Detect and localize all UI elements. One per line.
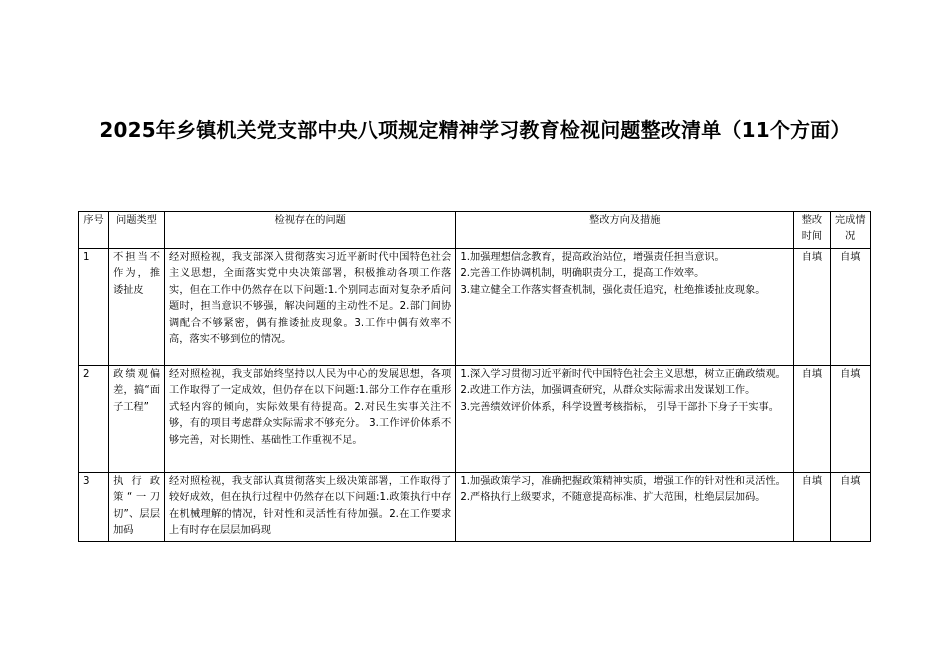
measure-item: 3.建立健全工作落实督查机制，强化责任追究，杜绝推诿扯皮现象。 (460, 284, 766, 296)
measure-item: 1.深入学习贯彻习近平新时代中国特色社会主义思想，树立正确政绩观。 (460, 369, 786, 380)
row-issue: 经对照检视，我支部认真贯彻落实上级决策部署，工作取得了较好成效，但在执行过程中仍然存在以下问题:1.政策执行中存在机械理解的情况，针对性和灵活性有待加强。2.在工作要求上有时存在层层加码现 (165, 473, 456, 542)
measure-item: 2.严格执行上级要求，不随意提高标准、扩大范围，杜绝层层加码。 (460, 492, 766, 504)
row-type: 政绩观偏差，搞“面子工程” (109, 366, 165, 473)
row-issue: 经对照检视，我支部始终坚持以人民为中心的发展思想，各项工作取得了一定成效，但仍存在以下问题:1.部分工作存在重形式轻内容的倾向，实际效果有待提高。2.对民生实事关注不够，有的项目考虑群众实际需求不够充分。 3.工作评价体系不够完善，对长期性、基础性工作重视不足。 (165, 366, 456, 473)
table-header-row (79, 212, 871, 249)
measure-item: 1.加强政策学习，准确把握政策精神实质，增强工作的针对性和灵活性。 (460, 476, 786, 487)
row-seq: 2 (79, 366, 109, 473)
table-row (79, 249, 871, 366)
header-deadline: 整改时间 (794, 212, 830, 249)
row-issue: 经对照检视，我支部深入贯彻落实习近平新时代中国特色社会主义思想，全面落实党中央决策部署，积极推动各项工作落实，但在工作中仍然存在以下问题:1.个别同志面对复杂矛盾问题时，担当意识不够强，解决问题的主动性不足。2.部门间协调配合不够紧密，偶有推诿扯皮现象。3.工作中偶有效率不高，落实不够到位的情况。 (165, 249, 456, 366)
header-status: 完成情况 (830, 212, 870, 249)
row-deadline: 自填 (794, 249, 830, 366)
row-status: 自填 (830, 473, 870, 542)
measure-item: 1.加强理想信念教育，提高政治站位，增强责任担当意识。 (460, 252, 725, 263)
measure-item: 3.完善绩效评价体系，科学设置考核指标， 引导干部扑下身子干实事。 (460, 401, 779, 413)
row-status: 自填 (830, 366, 870, 473)
row-measures (456, 249, 794, 366)
table-row (79, 473, 871, 542)
measure-item: 2.完善工作协调机制，明确职责分工，提高工作效率。 (460, 268, 705, 280)
header-measures: 整改方向及措施 (456, 212, 794, 249)
table-row (79, 366, 871, 473)
measure-item: 2.改进工作方法，加强调查研究，从群众实际需求出发谋划工作。 (460, 385, 756, 397)
row-type: 不担当不作为，推诿扯皮 (109, 249, 165, 366)
header-seq: 序号 (79, 212, 109, 249)
row-measures (456, 473, 794, 542)
row-deadline: 自填 (794, 366, 830, 473)
row-seq: 1 (79, 249, 109, 366)
row-measures (456, 366, 794, 473)
rectification-table (78, 211, 871, 542)
header-issue: 检视存在的问题 (165, 212, 456, 249)
row-seq: 3 (79, 473, 109, 542)
row-type: 执行政策“一刀切”、层层加码 (109, 473, 165, 542)
document-title: 2025年乡镇机关党支部中央八项规定精神学习教育检视问题整改清单（11个方面） (99, 118, 851, 142)
header-type: 问题类型 (109, 212, 165, 249)
row-deadline: 自填 (794, 473, 830, 542)
row-status: 自填 (830, 249, 870, 366)
